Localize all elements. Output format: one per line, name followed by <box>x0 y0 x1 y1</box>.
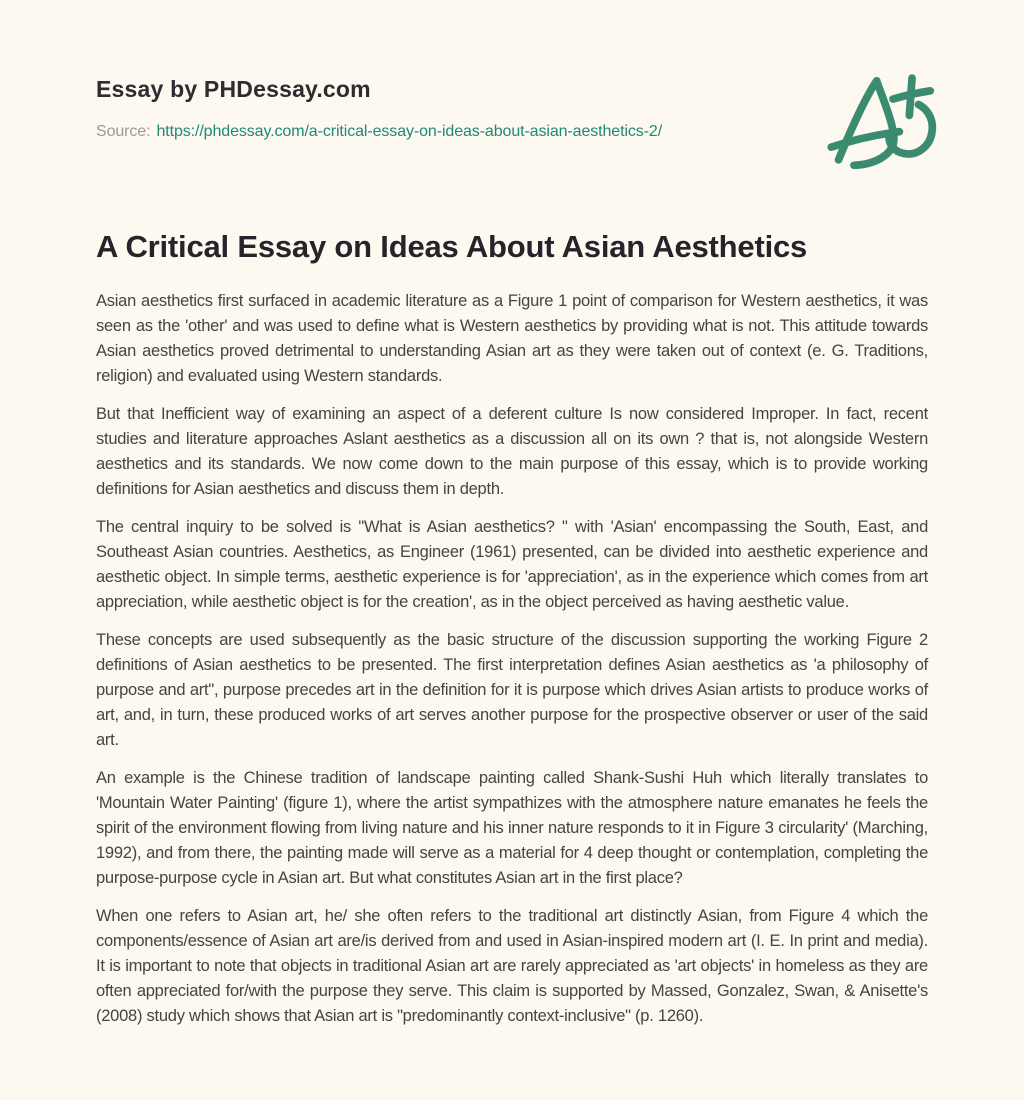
phdessay-a-plus-logo-icon <box>824 68 942 170</box>
source-url-link[interactable]: https://phdessay.com/a-critical-essay-on-ideas-about-asian-aesthetics-2/ <box>156 123 663 140</box>
essay-title: A Critical Essay on Ideas About Asian Aesthetics <box>96 229 808 264</box>
byline: Essay by PHDessay.com <box>96 76 371 102</box>
source-label: Source: <box>96 123 151 140</box>
source-line <box>96 123 928 141</box>
essay-paragraph-2: But that Inefficient way of examining an aspect of a deferent culture Is now considered Improper. In fact, recent studies and literature approaches Aslant aesthetics as a discussion all on its own ? that is, not alongside Western aesthetics and its standards. We now come down to the main purpose of this essay, which is to provide working definitions for Asian aesthetics and discuss them in depth. <box>96 405 928 498</box>
essay-paragraph-3: The central inquiry to be solved is "What is Asian aesthetics? " with 'Asian' encompassing the South, East, and Southeast Asian countries. Aesthetics, as Engineer (1961) presented, can be divided into aesthetic experience and aesthetic object. In simple terms, aesthetic experience is for 'appreciation', as in the experience which comes from art appreciation, while aesthetic object is for the creation', as in the object perceived as having aesthetic value. <box>96 518 928 611</box>
page-header <box>96 76 928 141</box>
essay-paragraph-1: Asian aesthetics first surfaced in academic literature as a Figure 1 point of comparison for Western aesthetics, it was seen as the 'other' and was used to define what is Western aesthetics by providing what is not. This attitude towards Asian aesthetics proved detrimental to understanding Asian art as they were taken out of context (e. G. Traditions, religion) and evaluated using Western standards. <box>96 292 928 385</box>
essay-paragraph-6: When one refers to Asian art, he/ she often refers to the traditional art distinctly Asian, from Figure 4 which the components/essence of Asian art are/is derived from and used in Asian-inspired modern art (I. E. In print and media). It is important to note that objects in traditional Asian art are rarely appreciated as 'art objects' in homeless as they are often appreciated for/with the purpose they serve. This claim is supported by Massed, Gonzalez, Swan, & Anisette's (2008) study which shows that Asian art is "predominantly context-inclusive" (p. 1260). <box>96 907 928 1025</box>
essay-paragraph-5: An example is the Chinese tradition of landscape painting called Shank-Sushi Huh which literally translates to 'Mountain Water Painting' (figure 1), where the artist sympathizes with the atmosphere nature emanates he feels the spirit of the environment flowing from living nature and his inner nature responds to it in Figure 3 circularity' (Marching, 1992), and from there, the painting made will serve as a material for 4 deep thought or contemplation, completing the purpose-purpose cycle in Asian art. But what constitutes Asian art in the first place? <box>96 769 928 887</box>
essay-body <box>96 229 928 1029</box>
essay-paragraph-4: These concepts are used subsequently as the basic structure of the discussion supporting the working Figure 2 definitions of Asian aesthetics to be presented. The first interpretation defines Asian aesthetics as 'a philosophy of purpose and art", purpose precedes art in the definition for it is purpose which drives Asian artists to produce works of art, and, in turn, these produced works of art serves another purpose for the prospective observer or user of the said art. <box>96 631 928 749</box>
